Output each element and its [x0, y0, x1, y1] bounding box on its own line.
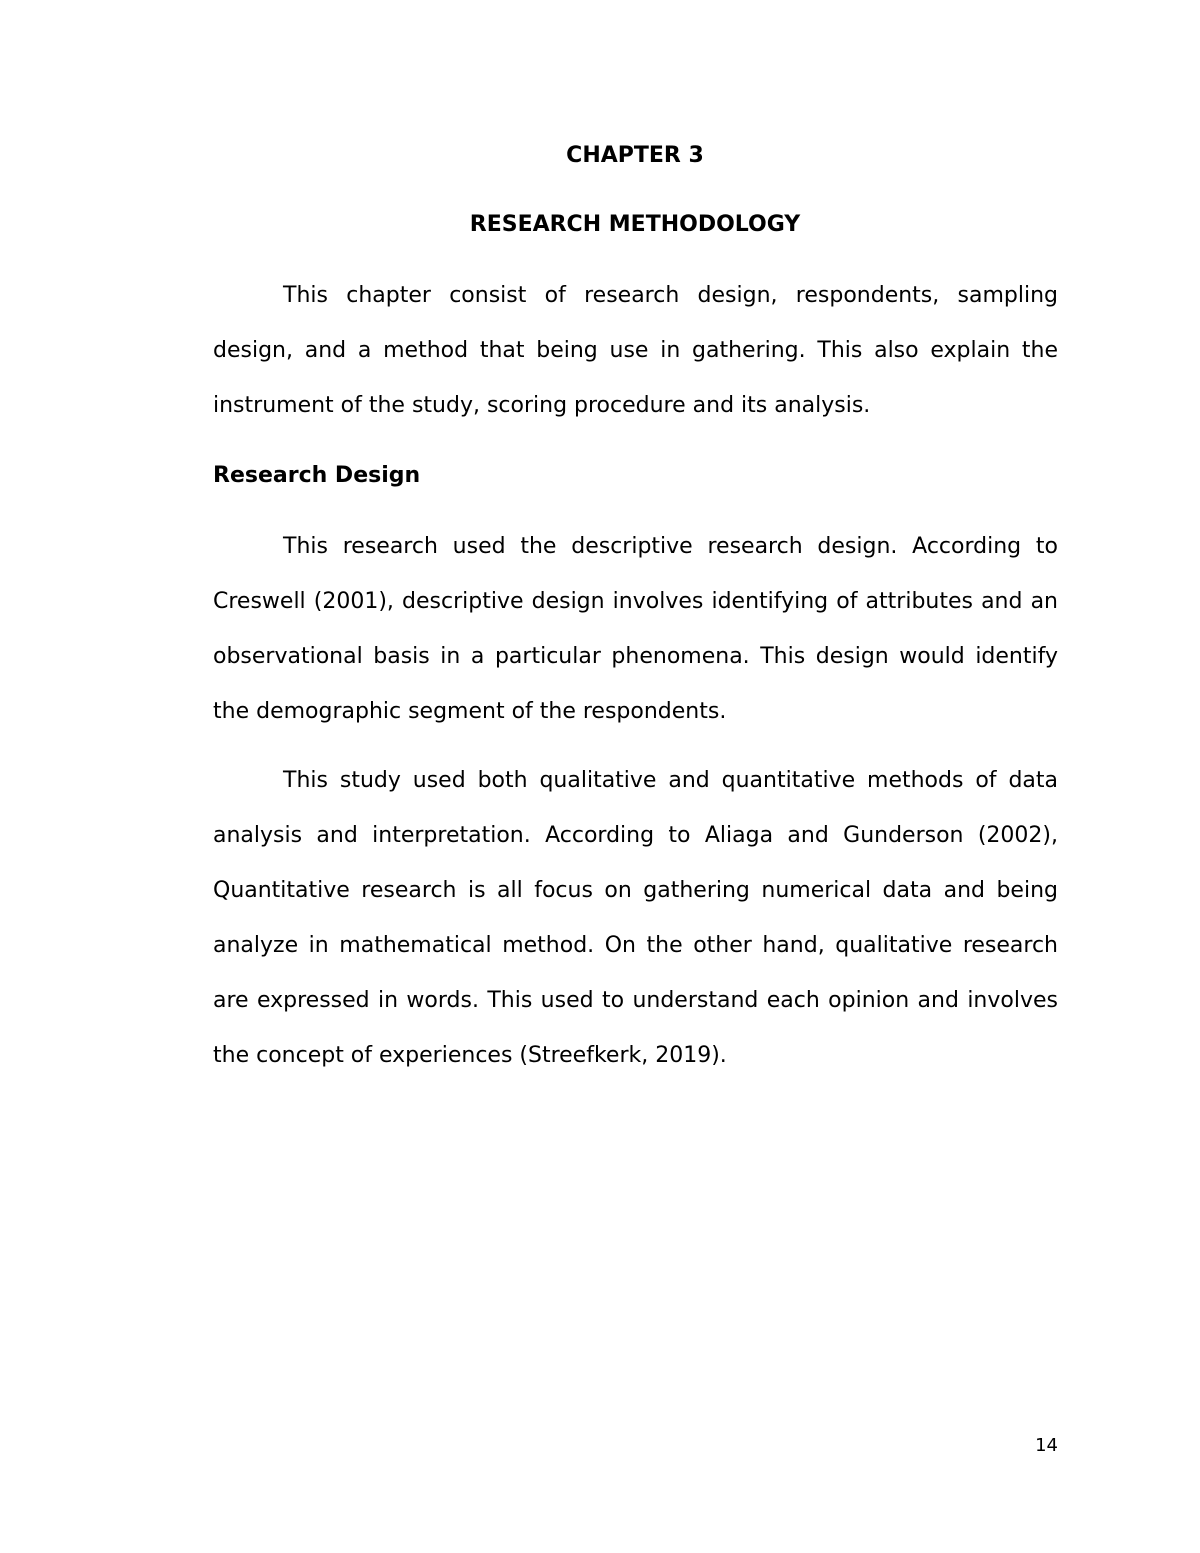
intro-paragraph: This chapter consist of research design, respondents, sampling design, and a method that being use in gathering. This also explain the instrument of the study, scoring procedure and its analysis. — [213, 283, 1058, 418]
research-design-paragraph-1: This research used the descriptive research design. According to Creswell (2001), descriptive design involves identifying of attributes and an observational basis in a particular phenomena. This design would identify the demographic segment of the respondents. — [213, 534, 1058, 724]
chapter-number: CHAPTER 3 — [566, 143, 704, 168]
section-heading-research-design: Research Design — [213, 463, 421, 488]
chapter-title: RESEARCH METHODOLOGY — [469, 212, 801, 237]
page-number: 14 — [1035, 1435, 1058, 1456]
research-design-paragraph-2: This study used both qualitative and quantitative methods of data analysis and interpretation. According to Aliaga and Gunderson (2002), Quantitative research is all focus on gathering numerical data and being analyze in mathematical method. On the other hand, qualitative research are expressed in words. This used to understand each opinion and involves the concept of experiences (Streefkerk, 2019). — [213, 768, 1058, 1068]
